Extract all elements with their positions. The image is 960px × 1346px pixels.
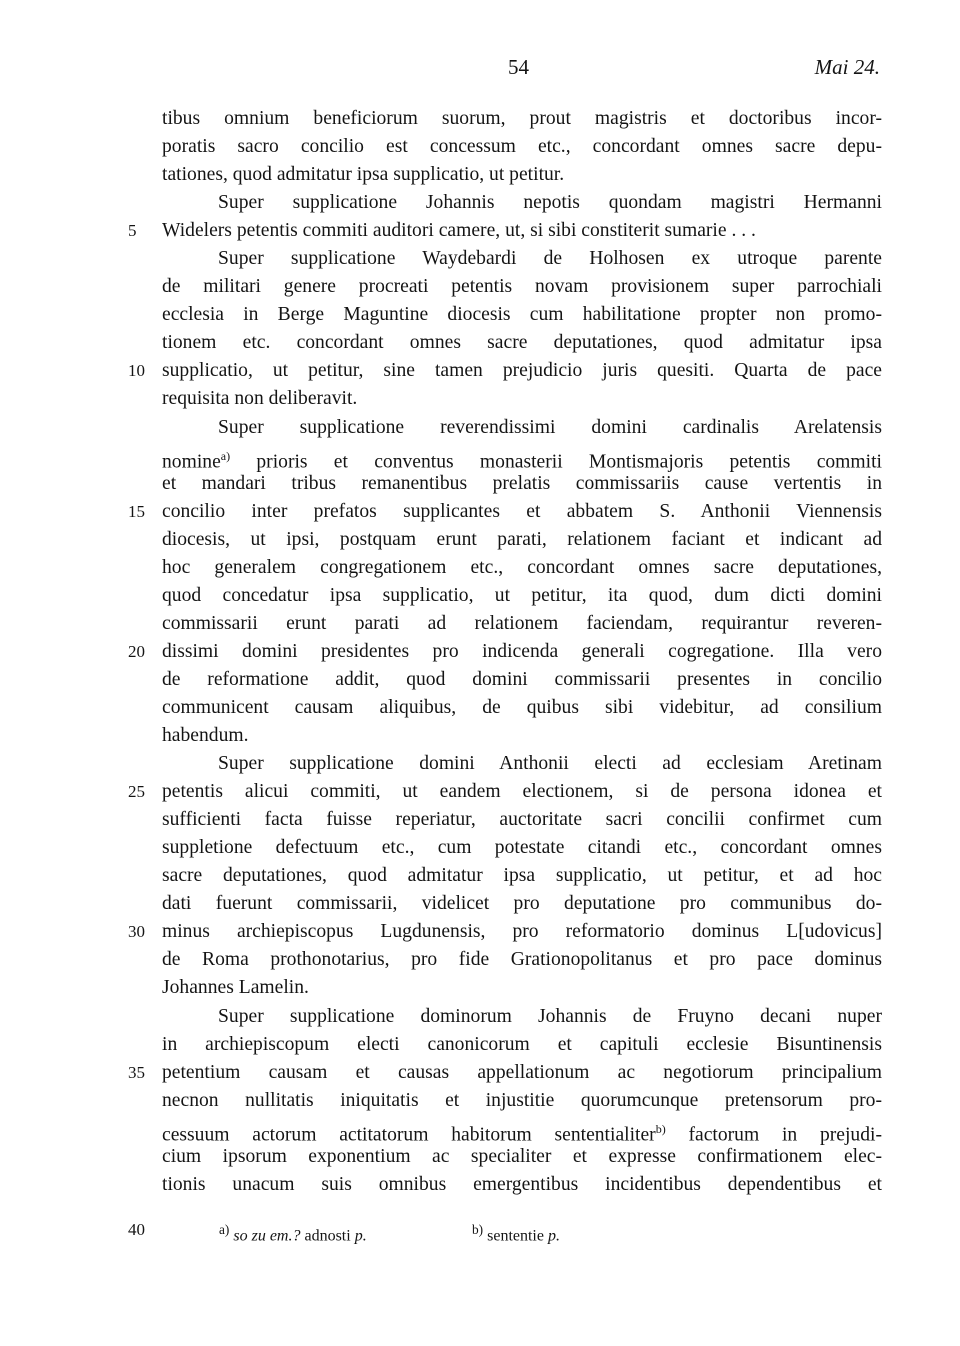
footnote-a xyxy=(219,1218,367,1248)
text-line xyxy=(162,414,882,442)
line-text: sufficienti facta fuisse reperiatur, auctoritate sacri concilii confirmet cum xyxy=(162,809,882,831)
text-line xyxy=(128,357,882,385)
text-line xyxy=(162,862,882,890)
text-line xyxy=(162,722,882,750)
page-header xyxy=(162,55,880,87)
line-text: de Roma prothonotarius, pro fide Grationopolitanus et pro pace dominus xyxy=(162,949,882,971)
line-text: et mandari tribus remanentibus prelatis commissariis cause vertentis in xyxy=(162,472,882,494)
footnote-line-number: 40 xyxy=(128,1220,145,1239)
footnote-reference: b) xyxy=(655,1121,666,1136)
line-text-continued: factorum in prejudi- xyxy=(665,1124,882,1146)
footnote-reference: a) xyxy=(220,448,231,463)
text-line xyxy=(128,1059,882,1087)
line-number: 15 xyxy=(128,501,145,521)
line-text: cium ipsorum exponentium ac specialiter et expresse confirmationem elec- xyxy=(162,1145,882,1167)
line-text: de reformatione addit, quod domini commissarii presentes in concilio xyxy=(162,668,882,690)
page-date: Mai 24. xyxy=(814,55,880,79)
text-line xyxy=(162,526,882,554)
text-line xyxy=(162,582,882,610)
text-line xyxy=(162,834,882,862)
line-text: dati fuerunt commissarii, videlicet pro deputatione pro communibus do- xyxy=(162,893,882,915)
text-line xyxy=(162,1087,882,1115)
line-text: Super supplicatione dominorum Johannis de Fruyno decani nuper xyxy=(218,1005,882,1027)
line-text: Super supplicatione Waydebardi de Holhosen ex utroque parente xyxy=(218,248,882,270)
text-line xyxy=(162,946,882,974)
line-text: Super supplicatione domini Anthonii electi ad ecclesiam Aretinam xyxy=(218,753,882,775)
text-line xyxy=(162,554,882,582)
line-number: 25 xyxy=(128,782,145,802)
line-text: diocesis, ut ipsi, postquam erunt parati, relationem faciant et indicant ad xyxy=(162,528,882,550)
line-text: hoc generalem congregationem etc., concordant omnes sacre deputationes, xyxy=(162,556,882,578)
text-line xyxy=(128,498,882,526)
footnote-b-mark: b) xyxy=(472,1222,484,1237)
line-text: ecclesia in Berge Maguntine diocesis cum habilitatione propter non promo- xyxy=(162,304,882,326)
line-text: requisita non deliberavit. xyxy=(162,388,358,410)
line-number: 5 xyxy=(128,221,137,241)
text-line xyxy=(162,1003,882,1031)
text-line xyxy=(162,442,882,473)
line-text: Super supplicatione reverendissimi domini cardinalis Arelatensis xyxy=(218,416,882,438)
footnote-b-tail: p. xyxy=(547,1227,560,1245)
footnote-b-text: sententie xyxy=(483,1227,548,1245)
text-line xyxy=(128,217,882,245)
line-text: petentis alicui commiti, ut eandem electionem, si de persona idonea et xyxy=(162,781,882,803)
line-text: tionis unacum suis omnibus emergentibus incidentibus dependentibus et xyxy=(162,1173,882,1195)
text-line xyxy=(162,1115,882,1146)
page-number: 54 xyxy=(508,55,529,79)
text-line xyxy=(162,301,882,329)
text-line xyxy=(162,273,882,301)
line-text: tionem etc. concordant omnes sacre deputationes, quod admitatur ipsa xyxy=(162,332,882,354)
line-text: tibus omnium beneficiorum suorum, prout magistris et doctoribus incor- xyxy=(162,108,882,129)
footnote-a-mark: a) xyxy=(219,1222,230,1237)
text-line xyxy=(162,1031,882,1059)
text-line xyxy=(162,1171,882,1199)
line-text: nomine xyxy=(162,451,221,473)
footnote-a-tail: p. xyxy=(354,1227,367,1245)
text-line xyxy=(162,133,882,161)
line-text: poratis sacro concilio est concessum etc., concordant omnes sacre depu- xyxy=(162,136,882,158)
line-text: petentium causam et causas appellationum ac negotiorum principalium xyxy=(162,1061,882,1083)
text-line xyxy=(162,890,882,918)
line-text: suppletione defectuum etc., cum potestate citandi etc., concordant omnes xyxy=(162,837,882,859)
footnote-b xyxy=(472,1218,560,1248)
line-text: communicent causam aliquibus, de quibus sibi videbitur, ad consilium xyxy=(162,696,882,718)
line-text: in archiepiscopum electi canonicorum et capituli ecclesie Bisuntinensis xyxy=(162,1033,882,1055)
line-number: 20 xyxy=(128,641,145,661)
text-line xyxy=(162,694,882,722)
line-text: habendum. xyxy=(162,725,249,747)
line-number: 30 xyxy=(128,922,145,942)
line-text: necnon nullitatis iniquitatis et injustitie quorumcunque pretensorum pro- xyxy=(162,1089,882,1111)
line-text: cessuum actorum actitatorum habitorum sententialiter xyxy=(162,1124,656,1146)
footnote-a-text: adnosti xyxy=(300,1227,355,1245)
text-line xyxy=(162,750,882,778)
body-text xyxy=(128,105,882,1199)
text-line xyxy=(162,245,882,273)
text-line xyxy=(128,778,882,806)
text-line xyxy=(162,806,882,834)
text-line xyxy=(162,1143,882,1171)
line-text-continued: prioris et conventus monasterii Montismajoris petentis commiti xyxy=(230,451,882,473)
line-text: sacre deputationes, quod admitatur ipsa supplicatio, ut petitur, et ad hoc xyxy=(162,865,882,887)
text-line xyxy=(162,189,882,217)
line-text: tationes, quod admitatur ipsa supplicatio, ut petitur. xyxy=(162,164,565,186)
line-text: supplicatio, ut petitur, sine tamen prejudicio juris quesiti. Quarta de pace xyxy=(162,360,882,382)
line-text: Super supplicatione Johannis nepotis quondam magistri Hermanni xyxy=(218,192,882,214)
text-line xyxy=(162,329,882,357)
text-line xyxy=(128,638,882,666)
line-text: concilio inter prefatos supplicantes et abbatem S. Anthonii Viennensis xyxy=(162,500,882,522)
line-text: dissimi domini presidentes pro indicenda generali cogregatione. Illa vero xyxy=(162,640,882,662)
line-text: minus archiepiscopus Lugdunensis, pro reformatorio dominus L[udovicus] xyxy=(162,921,882,943)
text-line xyxy=(162,610,882,638)
line-number: 35 xyxy=(128,1062,145,1082)
text-line xyxy=(162,385,882,413)
text-line xyxy=(162,161,882,189)
text-line xyxy=(162,470,882,498)
line-text: Johannes Lamelin. xyxy=(162,977,309,999)
line-text: quod concedatur ipsa supplicatio, ut petitur, ita quod, dum dicti domini xyxy=(162,584,882,606)
line-text: de militari genere procreati petentis novam provisionem super parrochiali xyxy=(162,276,882,298)
line-text: commissarii erunt parati ad relationem faciendam, requirantur reveren- xyxy=(162,612,882,634)
text-line xyxy=(162,105,882,133)
line-number: 10 xyxy=(128,361,145,381)
text-line xyxy=(128,918,882,946)
footnotes xyxy=(126,1218,826,1245)
line-text: Widelers petentis commiti auditori camere, ut, si sibi constiterit sumarie . . . xyxy=(162,220,756,242)
footnote-a-italic: so zu em.? xyxy=(233,1227,301,1245)
text-line xyxy=(162,666,882,694)
text-line xyxy=(162,974,882,1002)
